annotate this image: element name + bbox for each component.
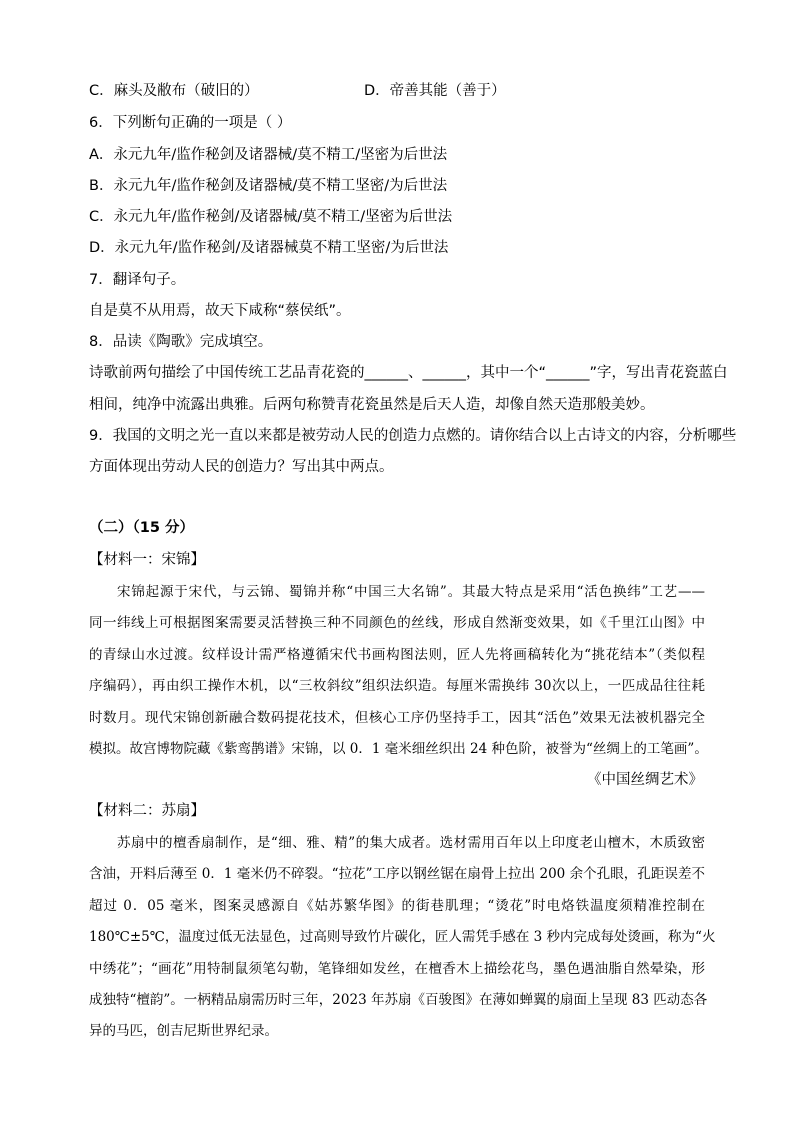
- q9-line-1: 9．我国的文明之光一直以来都是被劳动人民的创造力点燃的。请你结合以上古诗文的内容，分析哪些: [89, 428, 737, 444]
- material-2-line: 含油，开料后薄至 0．1 毫米仍不碎裂。“拉花”工序以钢丝锯在扇骨上拉出 200 余个孔眼，孔距误差不: [89, 866, 705, 882]
- q7-sentence: 自是莫不从用焉，故天下咸称“蔡侯纸”。: [89, 303, 351, 319]
- q6-stem: 6．下列断句正确的一项是（ ）: [89, 115, 292, 131]
- material-1-title: 【材料一：宋锦】: [89, 552, 205, 568]
- material-1-line: 时数月。现代宋锦创新融合数码提花技术，但核心工序仍坚持手工，因其“活色”效果无法被机器完全: [89, 710, 705, 726]
- q6-option-d: D．永元九年/监作秘剑/及诸器械莫不精工坚密/为后世法: [89, 240, 449, 256]
- material-1-line: 序编码），再由织工操作木机，以“三枚斜纹”组织法织造。每厘米需换纬 30次以上，一匹成品往往耗: [89, 678, 705, 694]
- q5-option-c: C．麻头及敝布（破旧的）: [89, 83, 259, 99]
- material-2-line: 苏扇中的檀香扇制作，是“细、雅、精”的集大成者。选材需用百年以上印度老山檀木，木质致密: [117, 835, 705, 851]
- material-1-source: 《中国丝绸艺术》: [587, 772, 703, 788]
- q5-option-d: D．帝善其能（善于）: [364, 83, 506, 99]
- material-2-line: 超过 0．05 毫米，图案灵感源自《姑苏繁华图》的街巷肌理；“烫花”时电烙铁温度须精准控制在: [89, 898, 705, 914]
- material-1-line: 模拟。故宫博物院藏《紫鸾鹊谱》宋锦，以 0．1 毫米细丝织出 24 种色阶，被誉为“丝绸上的工笔画”。: [89, 741, 708, 757]
- q8-line-2: 相间，纯净中流露出典雅。后两句称赞青花瓷虽然是后天人造，却像自然天造那般美妙。: [89, 397, 655, 413]
- q6-option-a: A．永元九年/监作秘剑及诸器械/莫不精工/坚密为后世法: [89, 147, 448, 163]
- q7-stem: 7．翻译句子。: [89, 272, 186, 288]
- material-2-line: 180℃±5℃，温度过低无法显色，过高则导致竹片碳化，匠人需凭手感在 3 秒内完成每处烫画，称为“火: [89, 929, 716, 945]
- material-2-line: 中绣花”；“画花”用特制鼠须笔勾勒，笔锋细如发丝，在檀香木上描绘花鸟，墨色遇油脂自然晕染，形: [89, 961, 705, 977]
- q6-option-c: C．永元九年/监作秘剑/及诸器械/莫不精工/坚密为后世法: [89, 209, 453, 225]
- section-2-heading: （二）（15 分）: [89, 520, 194, 536]
- material-1-line: 宋锦起源于宋代，与云锦、蜀锦并称“中国三大名锦”。其最大特点是采用“活色换纬”工艺——: [117, 584, 705, 600]
- material-1-line: 同一纬线上可根据图案需要灵活替换三种不同颜色的丝线，形成自然渐变效果，如《千里江山图》中: [89, 615, 705, 631]
- q6-option-b: B．永元九年/监作秘剑及诸器械/莫不精工坚密/为后世法: [89, 178, 448, 194]
- material-2-line: 异的马匹，创吉尼斯世界纪录。: [89, 1023, 278, 1039]
- material-1-line: 的青绿山水过渡。纹样设计需严格遵循宋代书画构图法则，匠人先将画稿转化为“挑花结本”（类似程: [89, 647, 705, 663]
- material-2-title: 【材料二：苏扇】: [89, 803, 205, 819]
- q9-line-2: 方面体现出劳动人民的创造力？写出其中两点。: [89, 459, 394, 475]
- q8-stem: 8．品读《陶歌》完成填空。: [89, 334, 273, 350]
- q8-line-1: 诗歌前两句描绘了中国传统工艺品青花瓷的______、______，其中一个“______”字，写出青花瓷蓝白: [89, 365, 728, 381]
- material-2-line: 成独特“檀韵”。一柄精品扇需历时三年，2023 年苏扇《百骏图》在薄如蝉翼的扇面上呈现 83 匹动态各: [89, 992, 708, 1008]
